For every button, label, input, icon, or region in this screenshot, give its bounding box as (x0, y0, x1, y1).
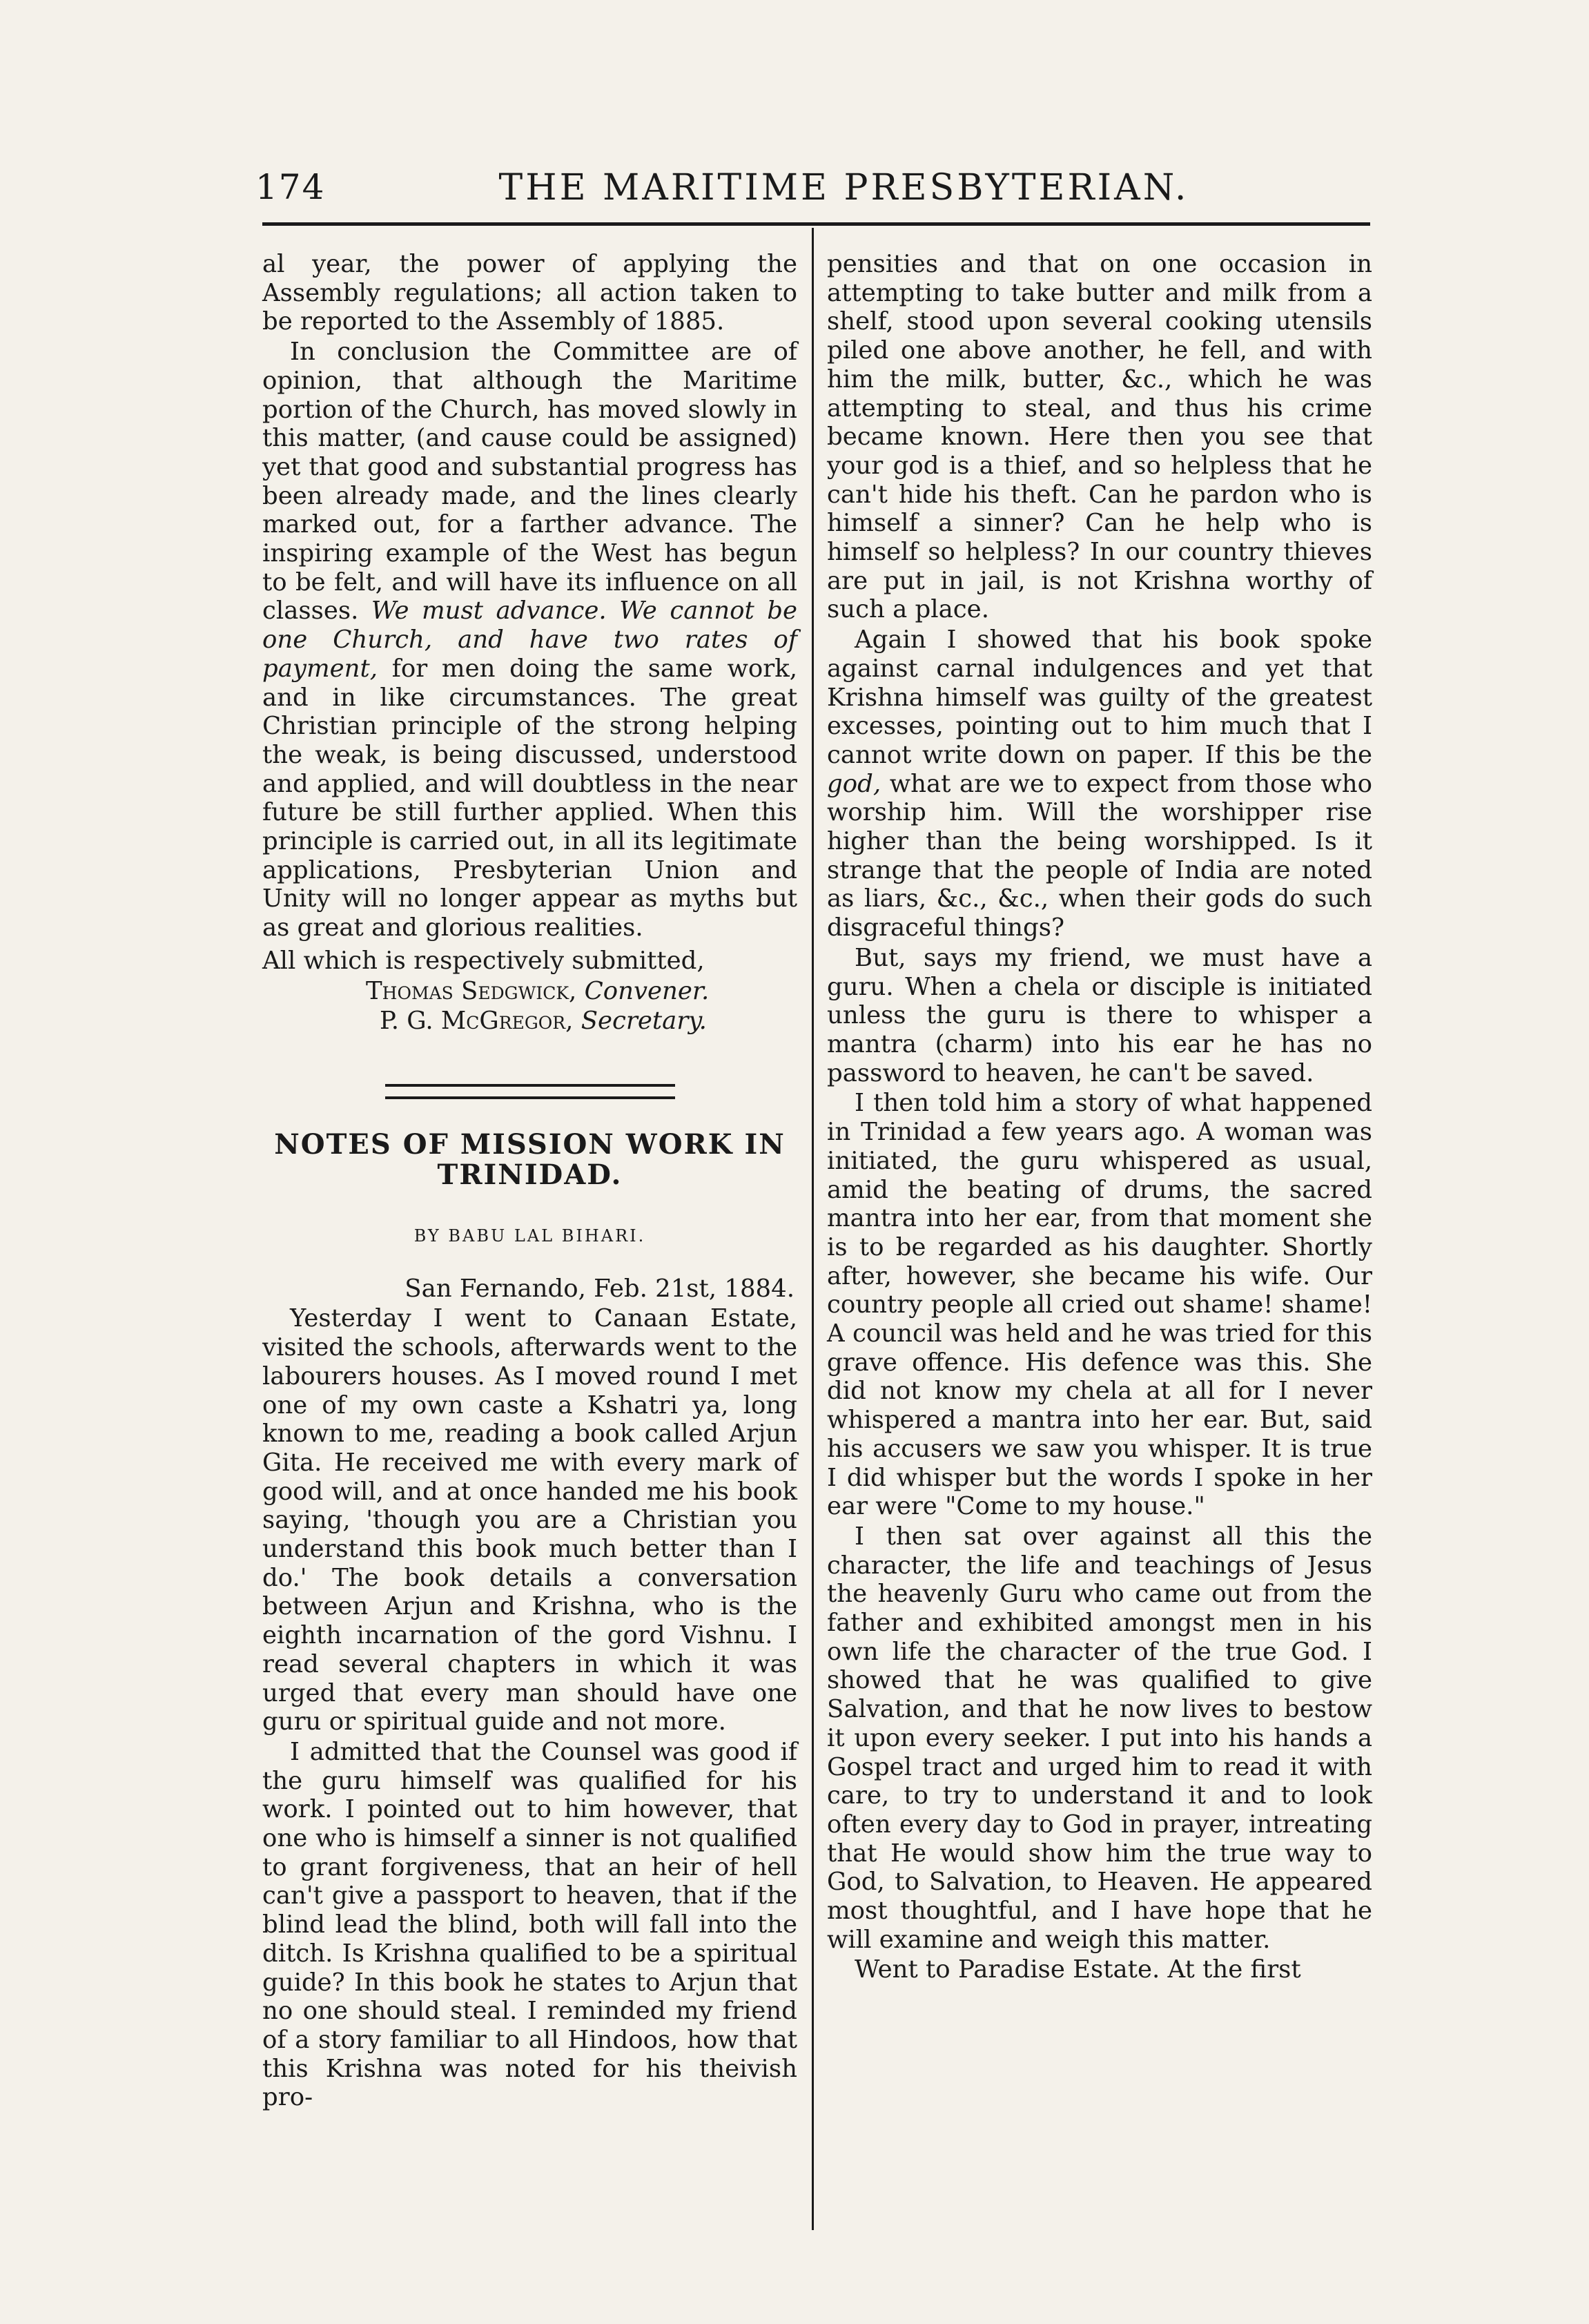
article-paragraph: I then told him a story of what happened in Trinidad a few years ago. A woman was initiated, the guru whispered as usual, amid the beating of drums, the sacred mantra into her ear, from that moment she is to be regarded as his daughter. Shortly after, however, she became his wife. Our country people all cried out shame! shame! A council was held and he was tried for this grave offence. His defence was this. She did not know my chela at all for I never whispered a mantra into her ear. But, said his accusers we saw you whisper. It is true I did whisper but the words I spoke in her ear were "Come to my house." (827, 1089, 1372, 1521)
conclusion-paragraph (262, 338, 797, 942)
running-title: THE MARITIME PRESBYTERIAN. (498, 167, 1189, 209)
signature-secretary (262, 1007, 797, 1036)
signature-secretary-name: P. G. McGregor, (380, 1007, 574, 1036)
column-divider (812, 228, 814, 2230)
signature-convener (262, 977, 797, 1006)
signature-convener-role: Convener. (584, 976, 710, 1005)
article-paragraph: Yesterday I went to Canaan Estate, visited the schools, afterwards went to the labourers houses. As I moved round I met one of my own caste a Kshatri ya, long known to me, reading a book called Arjun Gita. He received me with every mark of good will, and at once handed me his book saying, 'though you are a Christian you understand this book much better than I do.' The book details a conversation between Arjun and Krishna, who is the eighth incarnation of the gord Vishnu. I read several chapters in which it was urged that every man should have one guru or spiritual guide and not more. (262, 1304, 797, 1736)
paragraph-text: Again I showed that his book spoke against carnal indulgences and yet that Krishna himself was guilty of the greatest excesses, pointing out to him much that I cannot write down on paper. If this be the (827, 626, 1372, 769)
signature-secretary-role: Secretary. (581, 1007, 707, 1036)
left-column (262, 250, 797, 2112)
article-dateline: San Fernando, Feb. 21st, 1884. (404, 1274, 794, 1303)
closing-line: All which is respectively submitted, (262, 946, 705, 975)
section-divider (385, 1084, 675, 1099)
article-paragraph: But, says my friend, we must have a guru. When a chela or disciple is initiated unless the guru is there to whisper a mantra (charm) into his ear he has no password to heaven, he can't be saved. (827, 943, 1372, 1087)
article-paragraph (827, 626, 1372, 942)
article-paragraph: I then sat over against all this the character, the life and teachings of Jesus the heavenly Guru who came out from the father and exhibited amongst men in his own life the character of the true God. I showed that he was qualified to give Salvation, and that he now lives to bestow it upon every seeker. I put into his hands a Gospel tract and urged him to read it with care, to try to understand it and to look often every day to God in prayer, intreating that He would show him the true way to God, to Salvation, to Heaven. He appeared most thoughtful, and I have hope that he will examine and weigh this matter. (827, 1522, 1372, 1954)
conclusion-text-end: for men doing the same work, and in like circumstances. The great Christian principle of the strong helping the weak, is being discussed, understood and applied, and will doubtless in the near future be still further applied. When this principle is carried out, in all its legitimate applications, Presbyterian Union and Unity will no longer appear as myths but as great and glorious realities. (262, 654, 797, 942)
continuation-paragraph: al year, the power of applying the Assembly regulations; all action taken to be reported to the Assembly of 1885. (262, 250, 797, 336)
paragraph-text-end: what are we to expect from those who worship him. Will the worshipper rise higher than the being worshipped. Is it strange that the people of India are noted as liars, &c., &c., when their gods do such disgraceful things? (827, 769, 1372, 942)
header-rule (262, 222, 1370, 226)
article-byline: BY BABU LAL BIHARI. (413, 1226, 646, 1246)
page-number: 174 (255, 167, 326, 207)
signature-convener-name: Thomas Sedgwick, (366, 976, 577, 1005)
paragraph-emphasis: god, (827, 769, 881, 798)
page-header (255, 153, 1370, 209)
article-paragraph: pensities and that on one occasion in attempting to take butter and milk from a shelf, stood upon several cooking utensils piled one above another, he fell, and with him the milk, butter, &c., which he was attempting to steal, and thus his crime became known. Here then you see that your god is a thief, and so helpless that he can't hide his theft. Can he pardon who is himself a sinner? Can he help who is himself so helpless? In our country thieves are put in jail, is not Krishna worthy of such a place. (827, 250, 1372, 624)
right-column (827, 250, 1372, 1984)
article-paragraph: I admitted that the Counsel was good if the guru himself was qualified for his work. I pointed out to him however, that one who is himself a sinner is not qualified to grant forgiveness, that an heir of hell can't give a passport to heaven, that if the blind lead the blind, both will fall into the ditch. Is Krishna qualified to be a spiritual guide? In this book he states to Arjun that no one should steal. I reminded my friend of a story familiar to all Hindoos, how that this Krishna was noted for his theivish pro- (262, 1737, 797, 2112)
conclusion-emphasis: We must advance. We cannot be one Church, and have two rates of payment, (262, 597, 797, 683)
conclusion-text: In conclusion the Committee are of opinion, that although the Maritime portion of the Church, has moved slowly in this matter, (and cause could be assigned) yet that good and substantial progress has been already made, and the lines clearly marked out, for a farther advance. The inspiring example of the West has begun to be felt, and will have its influence on all classes. (262, 338, 797, 626)
article-paragraph: Went to Paradise Estate. At the first (855, 1955, 1301, 1984)
article-title: NOTES OF MISSION WORK IN TRINIDAD. (274, 1127, 786, 1191)
